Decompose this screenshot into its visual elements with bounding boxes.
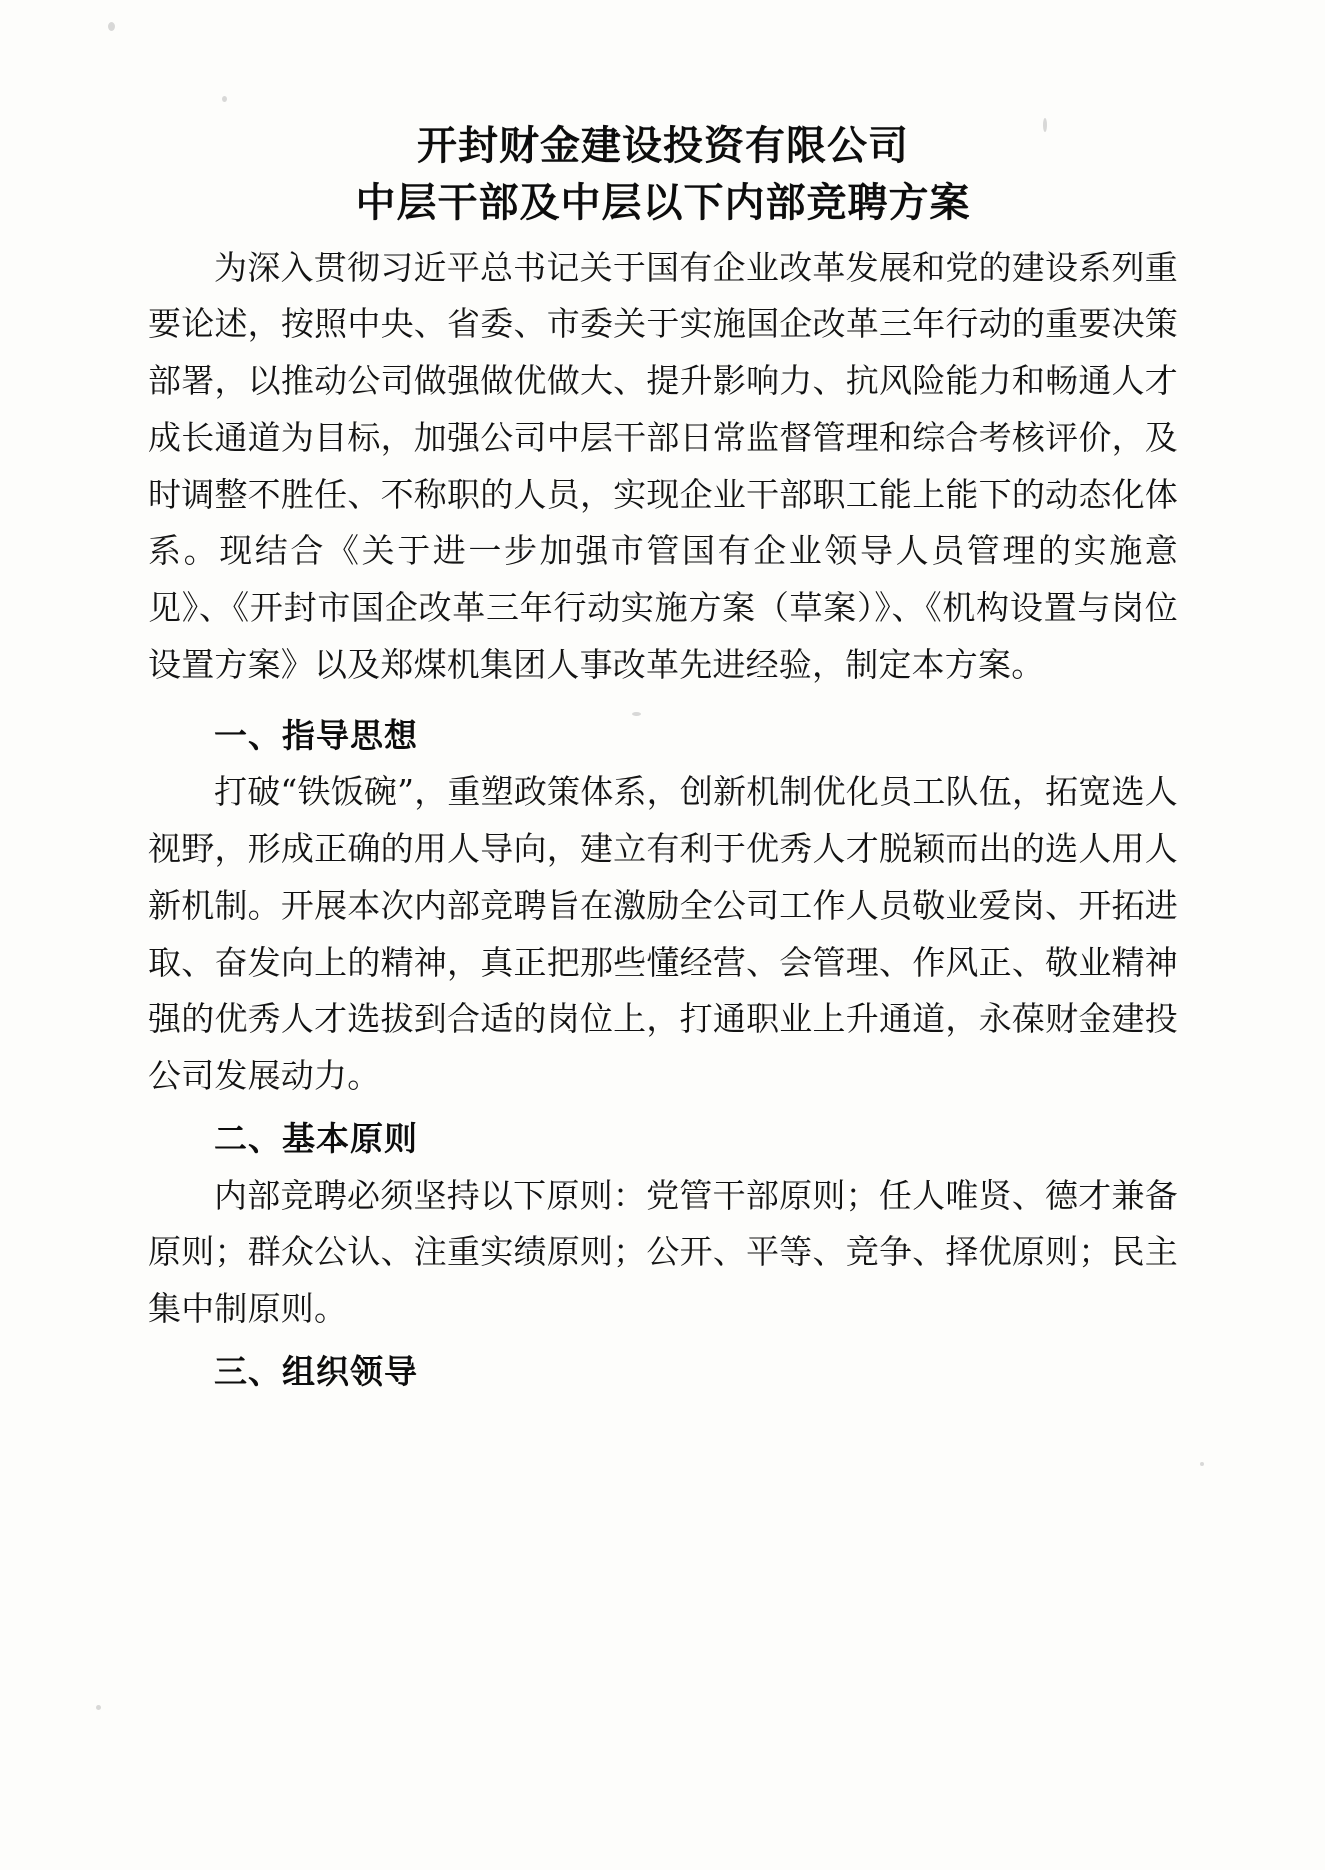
- preamble-paragraph: 为深入贯彻习近平总书记关于国有企业改革发展和党的建设系列重要论述，按照中央、省委、市委关于实施国企改革三年行动的重要决策部署，以推动公司做强做优做大、提升影响力、抗风险能力和畅通人才成长通道为目标，加强公司中层干部日常监督管理和综合考核评价，及时调整不胜任、不称职的人员，实现企业干部职工能上能下的动态化体系。现结合《关于进一步加强市管国有企业领导人员管理的实施意见》、《开封市国企改革三年行动实施方案（草案）》、《机构设置与岗位设置方案》以及郑煤机集团人事改革先进经验，制定本方案。: [148, 247, 1178, 684]
- document-content: [148, 118, 1178, 1401]
- section-paragraph-guiding-thought: 打破“铁饭碗”，重塑政策体系，创新机制优化员工队伍，拓宽选人视野，形成正确的用人导向，建立有利于优秀人才脱颖而出的选人用人新机制。开展本次内部竞聘旨在激励全公司工作人员敬业爱岗、开拓进取、奋发向上的精神，真正把那些懂经营、会管理、作风正、敬业精神强的优秀人才选拔到合适的岗位上，打通职业上升通道，永葆财金建投公司发展动力。: [148, 772, 1178, 1096]
- page-title: [148, 118, 1178, 232]
- section-heading-guiding-thought: 一、指导思想: [214, 715, 418, 755]
- page-title-line-2: 中层干部及中层以下内部竞聘方案: [355, 178, 971, 226]
- scan-speck: [96, 1705, 101, 1710]
- scan-speck: [1200, 1462, 1204, 1466]
- scan-speck: [222, 96, 227, 102]
- section-heading-basic-principles: 二、基本原则: [214, 1118, 418, 1158]
- scan-speck: [108, 22, 115, 31]
- page-title-line-1: 开封财金建设投资有限公司: [417, 122, 909, 169]
- section-heading-organizational-leadership: 三、组织领导: [214, 1351, 418, 1391]
- section-paragraph-basic-principles: 内部竞聘必须坚持以下原则：党管干部原则；任人唯贤、德才兼备原则；群众公认、注重实绩原则；公开、平等、竞争、择优原则；民主集中制原则。: [148, 1175, 1178, 1329]
